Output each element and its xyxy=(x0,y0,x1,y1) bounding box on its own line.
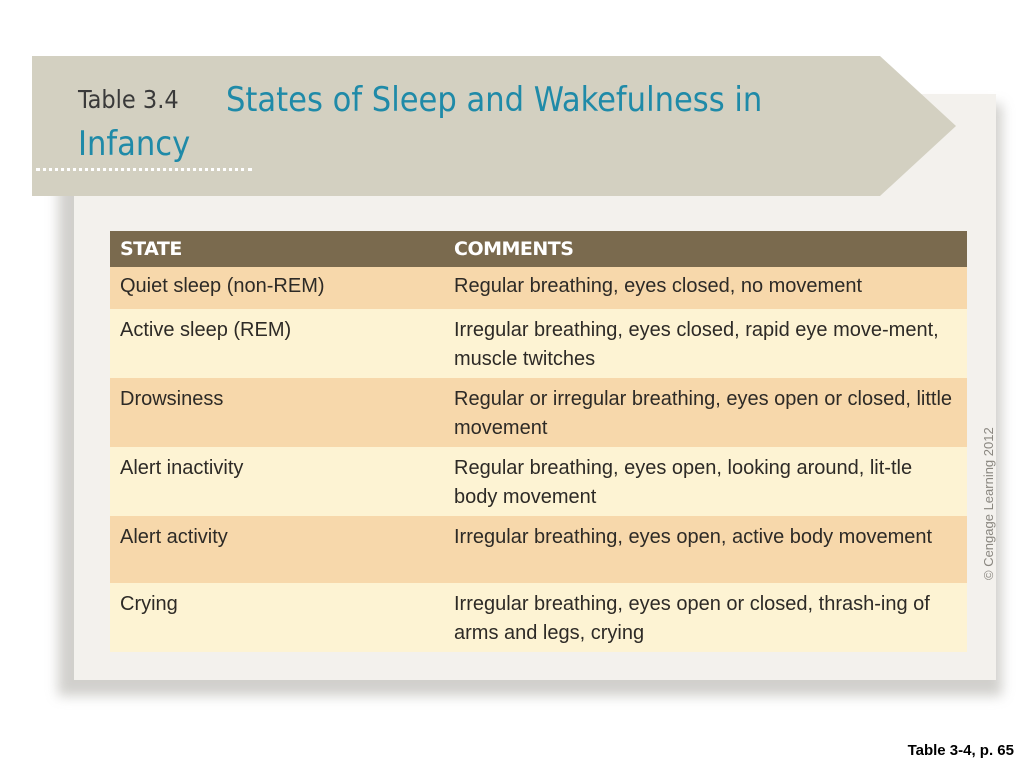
dotted-underline xyxy=(36,168,252,171)
state-cell: Quiet sleep (non-REM) xyxy=(110,267,444,309)
state-cell: Alert activity xyxy=(110,516,444,583)
comments-cell: Irregular breathing, eyes open or closed, thrash-ing of arms and legs, crying xyxy=(444,583,967,652)
state-cell: Alert inactivity xyxy=(110,447,444,516)
table-row xyxy=(110,583,967,652)
state-cell: Crying xyxy=(110,583,444,652)
state-cell: Drowsiness xyxy=(110,378,444,447)
comments-cell: Regular breathing, eyes closed, no movement xyxy=(444,267,967,309)
copyright-notice: © Cengage Learning 2012 xyxy=(981,427,996,580)
state-cell: Active sleep (REM) xyxy=(110,309,444,378)
table-title: States of Sleep and Wakefulness in Infancy xyxy=(78,80,763,164)
comments-cell: Irregular breathing, eyes closed, rapid eye move-ment, muscle twitches xyxy=(444,309,967,378)
table-row xyxy=(110,447,967,516)
comments-cell: Regular or irregular breathing, eyes open or closed, little movement xyxy=(444,378,967,447)
header-comments: COMMENTS xyxy=(444,231,967,267)
comments-cell: Regular breathing, eyes open, looking around, lit-tle body movement xyxy=(444,447,967,516)
table-row xyxy=(110,267,967,309)
sleep-states-table xyxy=(110,231,967,652)
table-number-label: Table 3.4 xyxy=(78,85,179,114)
page-reference: Table 3-4, p. 65 xyxy=(907,742,1014,759)
table-row xyxy=(110,516,967,583)
table-row xyxy=(110,378,967,447)
comments-cell: Irregular breathing, eyes open, active body movement xyxy=(444,516,967,583)
table-header-row xyxy=(110,231,967,267)
table-row xyxy=(110,309,967,378)
header-state: STATE xyxy=(110,231,444,267)
